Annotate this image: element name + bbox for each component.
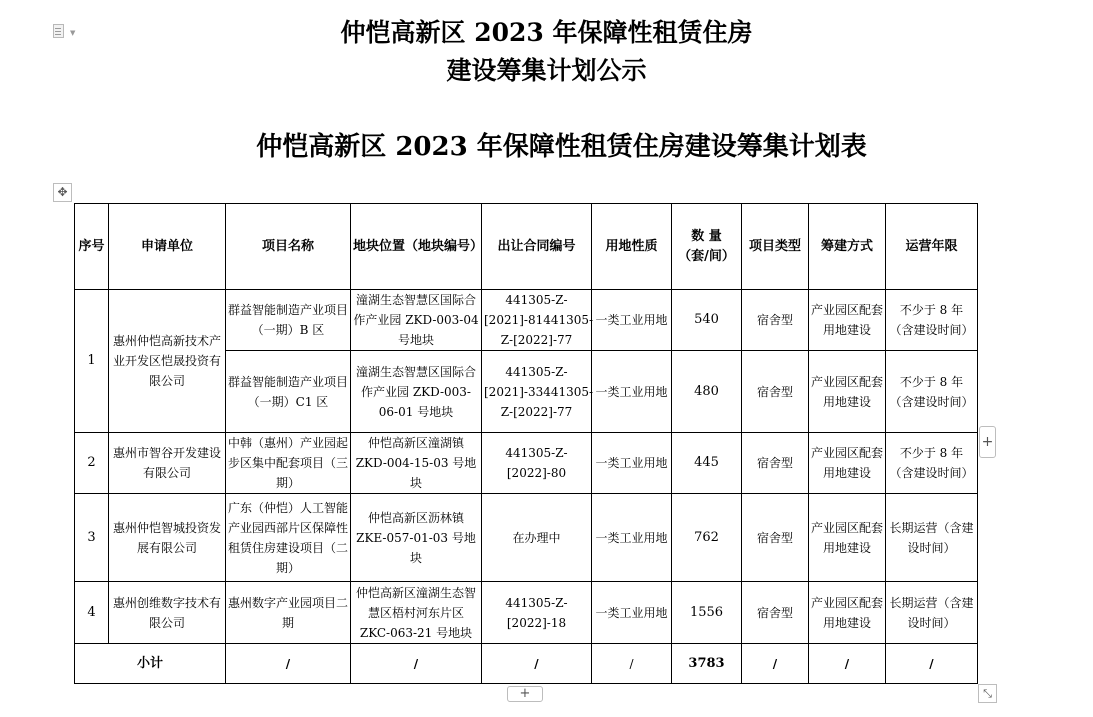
row-type: 宿舍型 (742, 582, 809, 644)
row-type: 宿舍型 (742, 494, 809, 582)
header-quantity-line-2: （套/间） (678, 248, 735, 264)
add-column-button[interactable]: + (979, 426, 996, 458)
table-row (75, 433, 978, 494)
subtotal-method: / (809, 644, 886, 684)
row-plot: 仲恺高新区潼湖镇 ZKD-004-15-03 号地块 (351, 433, 482, 494)
row-plot: 潼湖生态智慧区国际合作产业园 ZKD-003-04 号地块 (351, 290, 482, 351)
row-seq: 3 (75, 494, 109, 582)
header-type: 项目类型 (742, 204, 809, 290)
header-quantity (672, 204, 742, 290)
row-applicant: 惠州仲恺高新技术产业开发区恺晟投资有限公司 (109, 290, 226, 433)
row-quantity: 480 (672, 351, 742, 433)
row-type: 宿舍型 (742, 433, 809, 494)
row-contract: 441305-Z-[2021]-81441305-Z-[2022]-77 (482, 290, 592, 351)
row-term: 长期运营（含建设时间） (886, 582, 978, 644)
row-contract: 441305-Z-[2022]-18 (482, 582, 592, 644)
subtotal-plot: / (351, 644, 482, 684)
row-method: 产业园区配套用地建设 (809, 351, 886, 433)
row-land-use: 一类工业用地 (592, 494, 672, 582)
row-plot: 仲恺高新区沥林镇 ZKE-057-01-03 号地块 (351, 494, 482, 582)
row-term: 不少于 8 年（含建设时间） (886, 290, 978, 351)
row-land-use: 一类工业用地 (592, 582, 672, 644)
row-plot: 潼湖生态智慧区国际合作产业园 ZKD-003-06-01 号地块 (351, 351, 482, 433)
table-title: 仲恺高新区 2023 年保障性租赁住房建设筹集计划表 (256, 132, 867, 162)
row-seq: 2 (75, 433, 109, 494)
document-title-line-1: 仲恺高新区 2023 年保障性租赁住房 (340, 18, 753, 47)
subtotal-land-use: / (592, 644, 672, 684)
row-quantity: 540 (672, 290, 742, 351)
subtotal-term: / (886, 644, 978, 684)
row-project: 惠州数字产业园项目二期 (226, 582, 351, 644)
table-move-handle-icon[interactable]: ✥ (53, 183, 72, 202)
header-seq: 序号 (75, 204, 109, 290)
document-title-line-2: 建设筹集计划公示 (446, 56, 647, 85)
subtotal-quantity: 3783 (672, 644, 742, 684)
table-row (75, 582, 978, 644)
row-project: 中韩（惠州）产业园起步区集中配套项目（三期） (226, 433, 351, 494)
row-applicant: 惠州市智谷开发建设有限公司 (109, 433, 226, 494)
row-plot: 仲恺高新区潼湖生态智慧区梧村河东片区 ZKC-063-21 号地块 (351, 582, 482, 644)
header-term: 运营年限 (886, 204, 978, 290)
row-project: 广东（仲恺）人工智能产业园西部片区保障性租赁住房建设项目（二期） (226, 494, 351, 582)
row-land-use: 一类工业用地 (592, 290, 672, 351)
header-method: 筹建方式 (809, 204, 886, 290)
subtotal-row (75, 644, 978, 684)
table-row (75, 290, 978, 351)
add-row-button[interactable]: + (507, 686, 543, 702)
header-applicant: 申请单位 (109, 204, 226, 290)
header-land-use: 用地性质 (592, 204, 672, 290)
row-seq: 4 (75, 582, 109, 644)
plan-table (74, 203, 978, 684)
row-term: 长期运营（含建设时间） (886, 494, 978, 582)
row-land-use: 一类工业用地 (592, 433, 672, 494)
row-method: 产业园区配套用地建设 (809, 582, 886, 644)
row-type: 宿舍型 (742, 290, 809, 351)
subtotal-type: / (742, 644, 809, 684)
row-contract: 在办理中 (482, 494, 592, 582)
dropdown-caret-icon[interactable]: ▼ (70, 29, 76, 37)
row-method: 产业园区配套用地建设 (809, 433, 886, 494)
subtotal-contract: / (482, 644, 592, 684)
row-method: 产业园区配套用地建设 (809, 290, 886, 351)
subtotal-label: 小计 (75, 644, 226, 684)
row-applicant: 惠州创维数字技术有限公司 (109, 582, 226, 644)
row-applicant: 惠州仲恺智城投资发展有限公司 (109, 494, 226, 582)
table-resize-handle-icon[interactable]: ⤡ (978, 684, 997, 703)
header-plot: 地块位置（地块编号） (351, 204, 482, 290)
row-quantity: 445 (672, 433, 742, 494)
row-type: 宿舍型 (742, 351, 809, 433)
row-term: 不少于 8 年（含建设时间） (886, 433, 978, 494)
row-term: 不少于 8 年（含建设时间） (886, 351, 978, 433)
row-project: 群益智能制造产业项目（一期）C1 区 (226, 351, 351, 433)
row-quantity: 762 (672, 494, 742, 582)
table-row (75, 494, 978, 582)
subtotal-project: / (226, 644, 351, 684)
header-contract: 出让合同编号 (482, 204, 592, 290)
header-project: 项目名称 (226, 204, 351, 290)
row-project: 群益智能制造产业项目（一期）B 区 (226, 290, 351, 351)
row-seq: 1 (75, 290, 109, 433)
table-header-row (75, 204, 978, 290)
row-method: 产业园区配套用地建设 (809, 494, 886, 582)
row-land-use: 一类工业用地 (592, 351, 672, 433)
header-quantity-line-1: 数 量 (691, 228, 722, 244)
row-quantity: 1556 (672, 582, 742, 644)
row-contract: 441305-Z-[2022]-80 (482, 433, 592, 494)
row-contract: 441305-Z-[2021]-33441305-Z-[2022]-77 (482, 351, 592, 433)
